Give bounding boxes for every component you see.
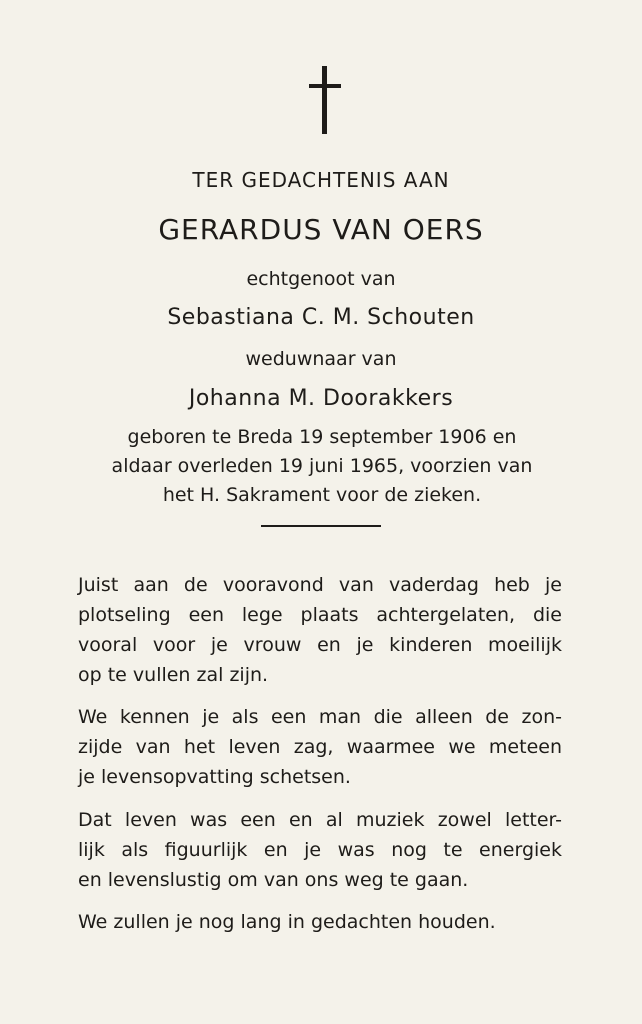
divider: [261, 525, 381, 527]
late-wife-name: Johanna M. Doorakkers: [188, 386, 454, 411]
paragraph-line: lijk als figuurlijk en je was nog te energiek: [78, 839, 562, 861]
paragraph-line: en levenslustig om van ons weg te gaan.: [78, 869, 469, 891]
spouse-label: echtgenoot van: [246, 268, 396, 290]
paragraph-line: plotseling een lege plaats achtergelaten, die: [78, 604, 562, 626]
paragraph-line: op te vullen zal zijn.: [78, 664, 269, 686]
paragraph-line: zijde van het leven zag, waarmee we meteen: [78, 736, 562, 758]
bio-line: geboren te Breda 19 september 1906 en: [127, 426, 517, 448]
bio-line: aldaar overleden 19 juni 1965, voorzien van: [111, 455, 533, 477]
paragraph-line: We kennen je als een man die alleen de zon-: [78, 706, 562, 728]
paragraph-line: je levensopvatting schetsen.: [78, 766, 351, 788]
memorial-intro: TER GEDACHTENIS AAN: [192, 168, 450, 192]
paragraph-line: Dat leven was een en al muziek zowel letter-: [78, 809, 562, 831]
paragraph-line: vooral voor je vrouw en je kinderen moeilijk: [78, 634, 562, 656]
cross-icon: [309, 66, 341, 134]
deceased-name: GERARDUS VAN OERS: [158, 213, 484, 246]
bio-line: het H. Sakrament voor de zieken.: [162, 484, 482, 506]
paragraph-line: We zullen je nog lang in gedachten houden.: [78, 911, 496, 933]
widower-label: weduwnaar van: [245, 348, 397, 370]
paragraph-line: Juist aan de vooravond van vaderdag heb je: [78, 574, 562, 596]
spouse-name: Sebastiana C. M. Schouten: [167, 305, 475, 330]
